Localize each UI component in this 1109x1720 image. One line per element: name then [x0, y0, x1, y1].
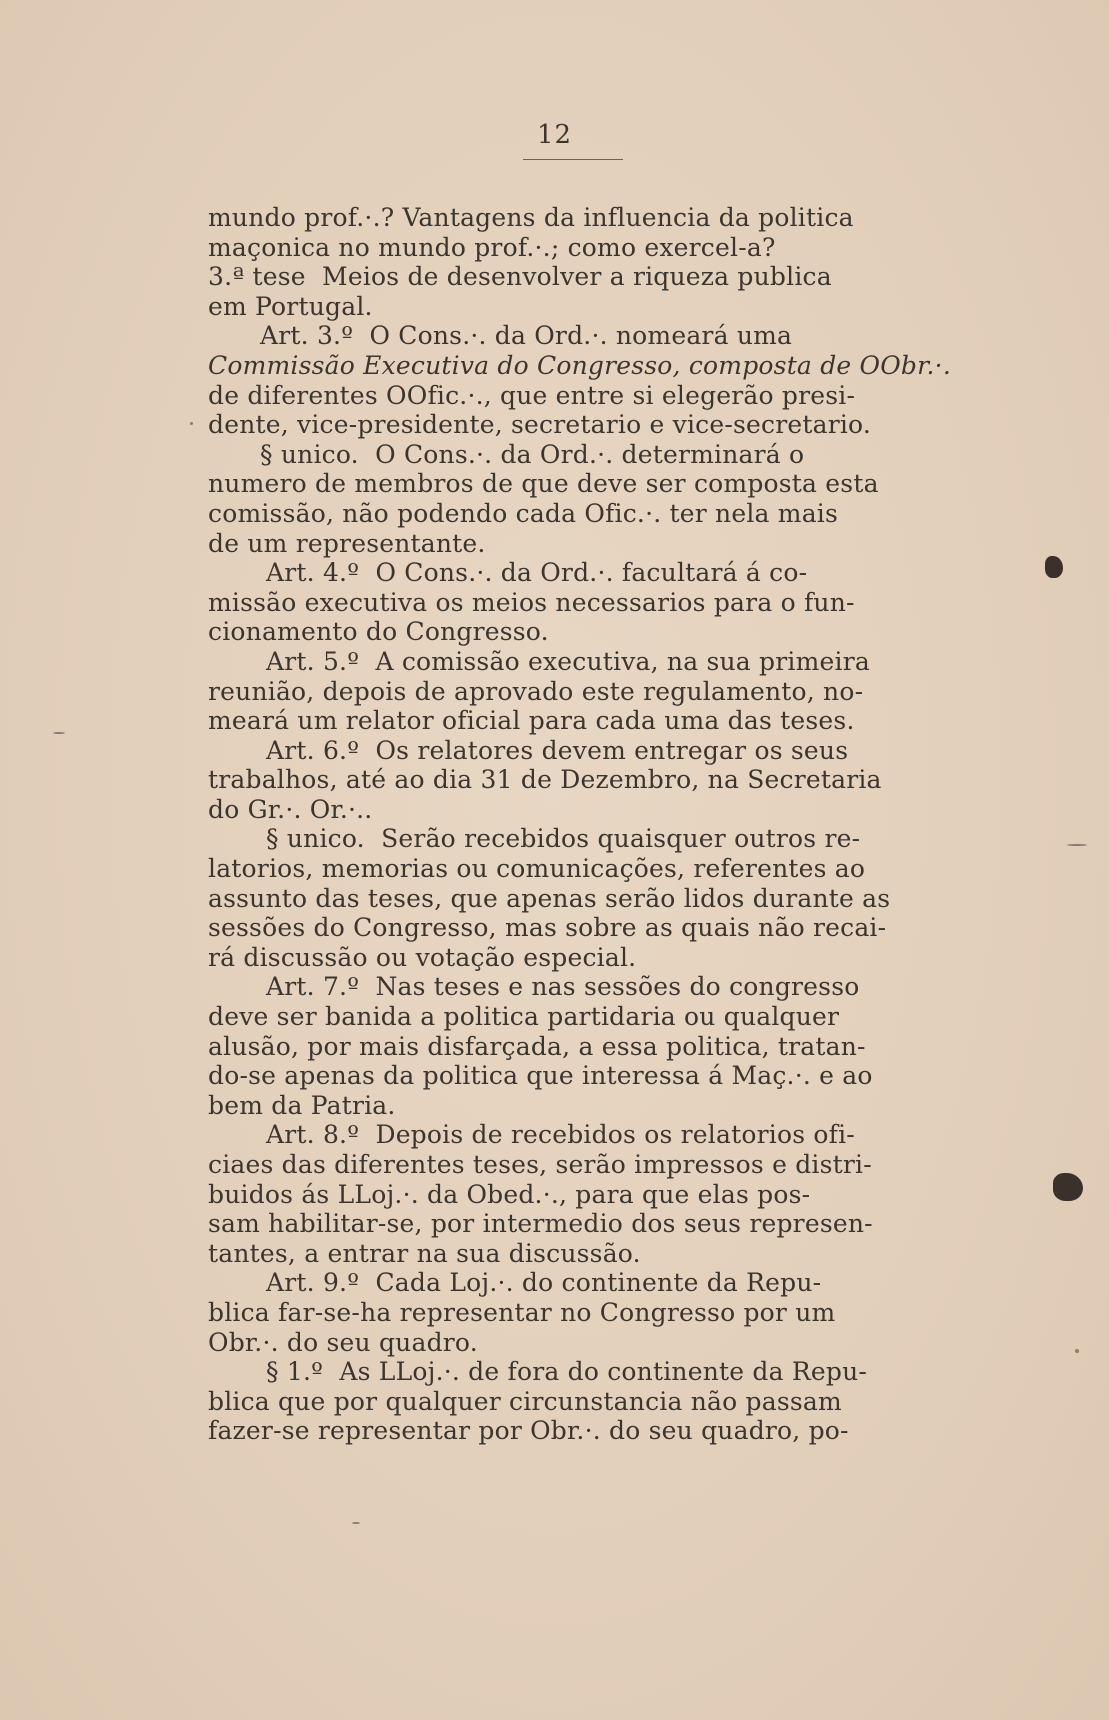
- text-line: missão executiva os meios necessarios para o fun-: [208, 587, 855, 617]
- text-line: § unico. Serão recebidos quaisquer outros re-: [266, 824, 861, 854]
- page-number-rule: [523, 159, 623, 160]
- text-line: tantes, a entrar na sua discussão.: [208, 1238, 641, 1268]
- text-line: de um representante.: [208, 528, 486, 558]
- text-line: mundo prof.·.? Vantagens da influencia da politica: [208, 203, 854, 232]
- text-line: de diferentes OOfic.·., que entre si elegerão presi-: [208, 380, 856, 410]
- page-speck: [1075, 1349, 1079, 1353]
- text-line: maçonica no mundo prof.·.; como exercel-a?: [208, 232, 776, 262]
- text-line: numero de membros de que deve ser composta esta: [208, 469, 879, 499]
- page-speck: [53, 732, 65, 734]
- page-speck: [352, 1522, 360, 1524]
- text-line: sessões do Congresso, mas sobre as quais não recai-: [208, 913, 887, 943]
- text-line: latorios, memorias ou comunicações, referentes ao: [208, 854, 866, 884]
- page-speck: [190, 422, 193, 425]
- text-line: em Portugal.: [208, 291, 373, 321]
- text-line: do-se apenas da politica que interessa á Maç.·. e ao: [208, 1061, 873, 1091]
- text-line: Art. 4.º O Cons.·. da Ord.·. facultará á co-: [266, 558, 808, 588]
- text-line: Art. 7.º Nas teses e nas sessões do congresso: [266, 972, 860, 1002]
- text-line: Art. 3.º O Cons.·. da Ord.·. nomeará uma: [260, 321, 793, 351]
- text-line: § unico. O Cons.·. da Ord.·. determinará o: [260, 439, 805, 469]
- text-line: Commissão Executiva do Congresso, composta de OObr.·.: [208, 350, 951, 380]
- text-line: rá discussão ou votação especial.: [208, 942, 637, 972]
- text-line: Art. 6.º Os relatores devem entregar os seus: [266, 735, 849, 765]
- text-line: reunião, depois de aprovado este regulamento, no-: [208, 676, 864, 706]
- text-line: alusão, por mais disfarçada, a essa politica, tratan-: [208, 1031, 866, 1061]
- text-line: trabalhos, até ao dia 31 de Dezembro, na Secretaria: [208, 765, 882, 795]
- text-line: Obr.·. do seu quadro.: [208, 1327, 478, 1357]
- text-line: fazer-se representar por Obr.·. do seu quadro, po-: [208, 1416, 849, 1446]
- text-line: assunto das teses, que apenas serão lidos durante as: [208, 883, 891, 913]
- text-line: Art. 5.º A comissão executiva, na sua primeira: [266, 646, 870, 676]
- ink-blot-mark: [1045, 556, 1063, 578]
- text-line: ciaes das diferentes teses, serão impressos e distri-: [208, 1150, 872, 1179]
- text-line: § 1.º As LLoj.·. de fora do continente da Repu-: [266, 1357, 868, 1387]
- text-line: cionamento do Congresso.: [208, 617, 549, 647]
- text-line: dente, vice-presidente, secretario e vice-secretario.: [208, 410, 872, 440]
- text-line: do Gr.·. Or.·..: [208, 794, 373, 824]
- body-text: [208, 203, 951, 1446]
- text-line: sam habilitar-se, por intermedio dos seus represen-: [208, 1209, 873, 1239]
- page-speck: [1067, 844, 1087, 846]
- text-line: comissão, não podendo cada Ofic.·. ter nela mais: [208, 498, 839, 528]
- text-line: blica que por qualquer circunstancia não passam: [208, 1386, 842, 1416]
- text-line: 3.ª tese Meios de desenvolver a riqueza publica: [208, 262, 832, 292]
- text-line: Art. 9.º Cada Loj.·. do continente da Repu-: [266, 1268, 822, 1298]
- text-line: buidos ás LLoj.·. da Obed.·., para que elas pos-: [208, 1179, 811, 1209]
- text-line: deve ser banida a politica partidaria ou qualquer: [208, 1002, 840, 1032]
- text-line: blica far-se-ha representar no Congresso por um: [208, 1297, 836, 1327]
- ink-blot-mark: [1053, 1173, 1083, 1201]
- page-number: 12: [536, 120, 573, 150]
- text-line: Art. 8.º Depois de recebidos os relatorios ofi-: [266, 1120, 855, 1150]
- text-line: bem da Patria.: [208, 1090, 396, 1120]
- text-line: meará um relator oficial para cada uma das teses.: [208, 706, 855, 736]
